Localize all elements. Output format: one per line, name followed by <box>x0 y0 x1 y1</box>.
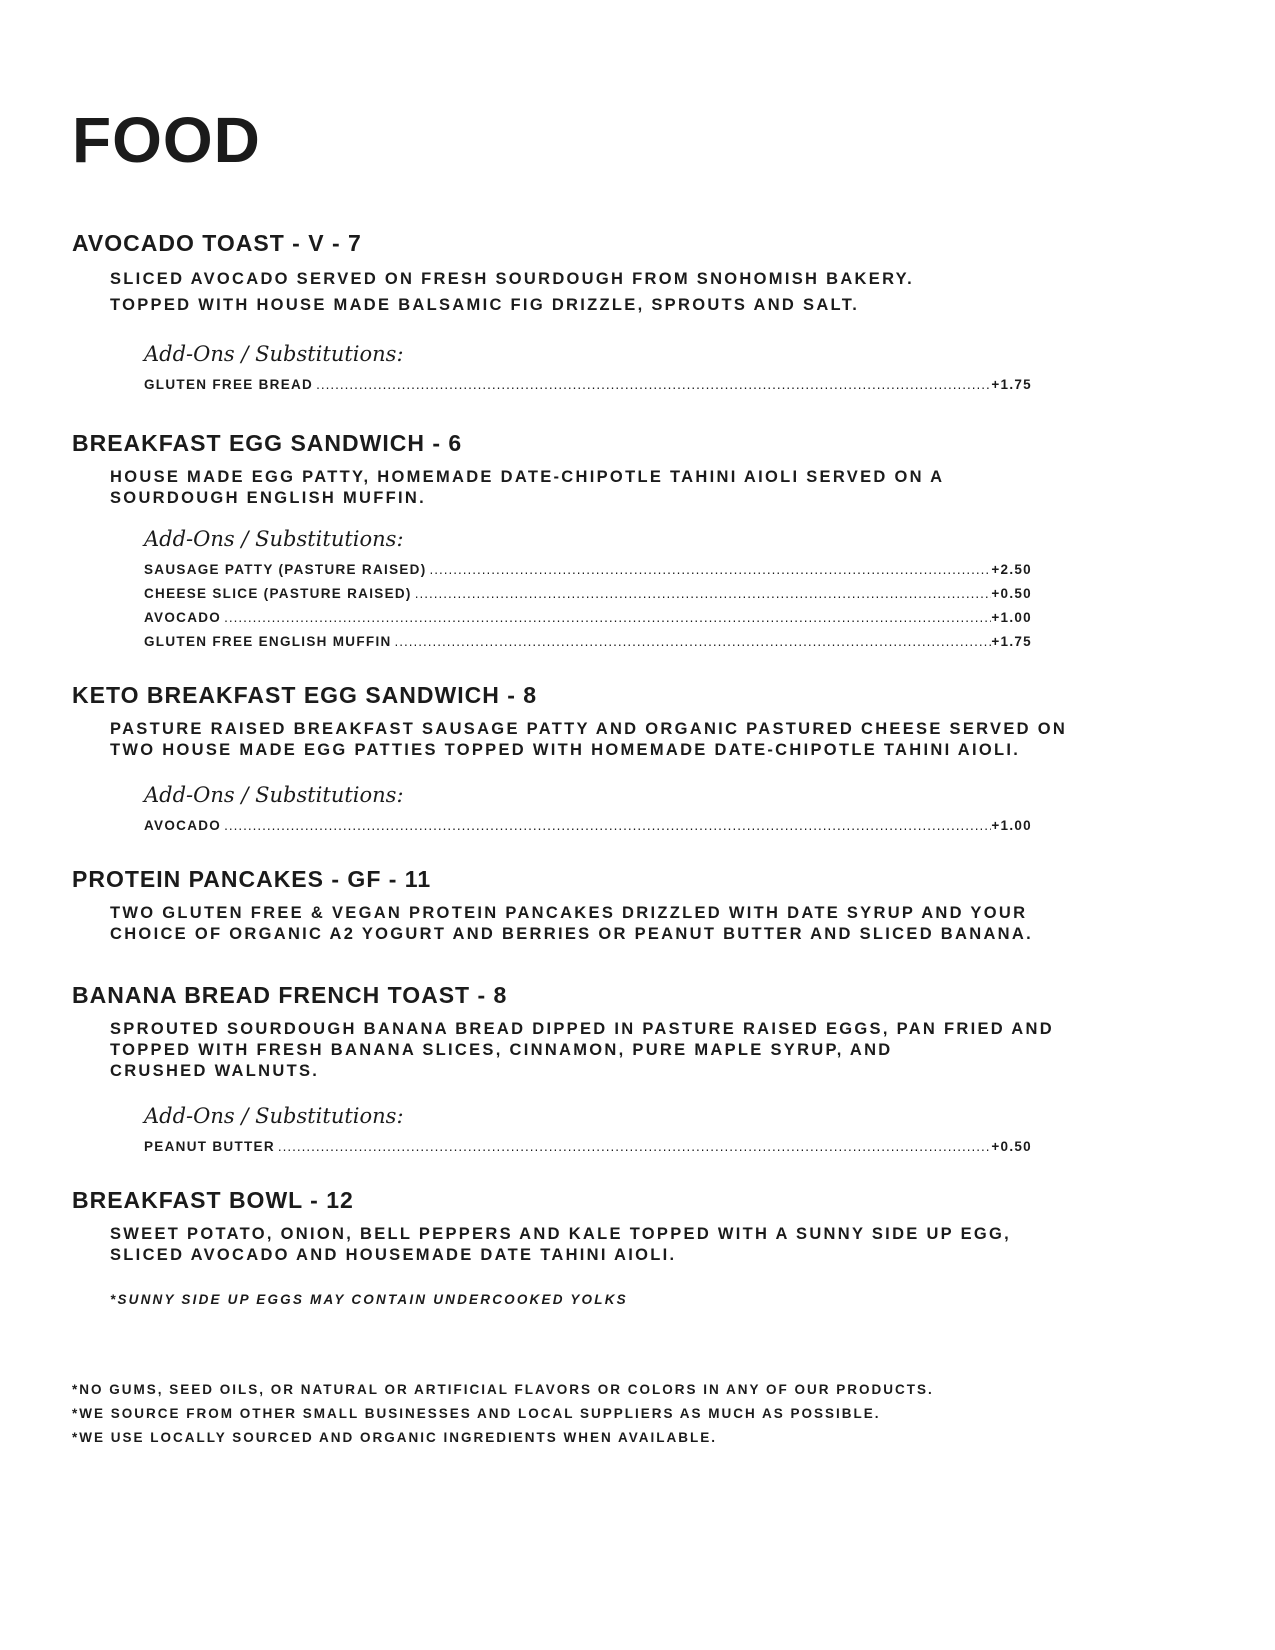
page-title: FOOD <box>72 104 261 176</box>
addon-label: CHEESE SLICE (PASTURE RAISED) <box>144 586 412 601</box>
undercooked-warning: *SUNNY SIDE UP EGGS MAY CONTAIN UNDERCOOKED YOLKS <box>110 1292 628 1307</box>
addon-row <box>144 582 1032 606</box>
menu-item-description <box>110 467 1192 509</box>
footnotes <box>72 1378 934 1450</box>
dot-leader <box>313 373 991 397</box>
dot-leader <box>392 630 992 654</box>
addons-section <box>144 529 1032 654</box>
description-line: PASTURE RAISED BREAKFAST SAUSAGE PATTY AND ORGANIC PASTURED CHEESE SERVED ON <box>110 720 1068 738</box>
description-line: TOPPED WITH HOUSE MADE BALSAMIC FIG DRIZZLE, SPROUTS AND SALT. <box>110 296 860 314</box>
addons-section <box>144 785 1032 838</box>
menu-item-protein-pancakes <box>72 868 1192 945</box>
description-line: SOURDOUGH ENGLISH MUFFIN. <box>110 489 426 507</box>
addon-price: +1.75 <box>991 634 1032 649</box>
addon-label: SAUSAGE PATTY (PASTURE RAISED) <box>144 562 427 577</box>
menu-item-title: BANANA BREAD FRENCH TOAST - 8 <box>72 982 508 1008</box>
menu-item-breakfast-bowl <box>72 1189 1192 1266</box>
menu-item-description <box>110 1019 1192 1082</box>
footnote: *WE SOURCE FROM OTHER SMALL BUSINESSES AND LOCAL SUPPLIERS AS MUCH AS POSSIBLE. <box>72 1406 881 1421</box>
menu-item-description <box>110 266 1192 318</box>
description-line: SLICED AVOCADO SERVED ON FRESH SOURDOUGH FROM SNOHOMISH BAKERY. <box>110 270 915 288</box>
addon-label: AVOCADO <box>144 610 222 625</box>
description-line: CHOICE OF ORGANIC A2 YOGURT AND BERRIES OR PEANUT BUTTER AND SLICED BANANA. <box>110 925 1033 943</box>
menu-item-title: BREAKFAST EGG SANDWICH - 6 <box>72 430 463 456</box>
addon-price: +0.50 <box>991 1139 1032 1154</box>
menu-item-breakfast-egg-sandwich <box>72 432 1192 654</box>
dot-leader <box>221 814 991 838</box>
description-line: SPROUTED SOURDOUGH BANANA BREAD DIPPED IN PASTURE RAISED EGGS, PAN FRIED AND <box>110 1020 1054 1038</box>
addon-label: GLUTEN FREE ENGLISH MUFFIN <box>144 634 392 649</box>
addon-row <box>144 814 1032 838</box>
footnote: *NO GUMS, SEED OILS, OR NATURAL OR ARTIFICIAL FLAVORS OR COLORS IN ANY OF OUR PRODUCTS. <box>72 1382 934 1397</box>
addons-section <box>144 1106 1032 1159</box>
addon-row <box>144 373 1032 397</box>
description-line: SWEET POTATO, ONION, BELL PEPPERS AND KALE TOPPED WITH A SUNNY SIDE UP EGG, <box>110 1225 1012 1243</box>
addons-heading: Add-Ons / Substitutions: <box>144 527 404 551</box>
description-line: CRUSHED WALNUTS. <box>110 1062 320 1080</box>
description-line: SLICED AVOCADO AND HOUSEMADE DATE TAHINI AIOLI. <box>110 1246 677 1264</box>
footnote: *WE USE LOCALLY SOURCED AND ORGANIC INGREDIENTS WHEN AVAILABLE. <box>72 1430 718 1445</box>
addon-label: PEANUT BUTTER <box>144 1139 275 1154</box>
dot-leader <box>221 606 991 630</box>
menu-item-title: PROTEIN PANCAKES - GF - 11 <box>72 866 432 892</box>
addon-price: +0.50 <box>991 586 1032 601</box>
addons-heading: Add-Ons / Substitutions: <box>144 1104 404 1128</box>
addons-heading: Add-Ons / Substitutions: <box>144 783 404 807</box>
description-line: TOPPED WITH FRESH BANANA SLICES, CINNAMON, PURE MAPLE SYRUP, AND <box>110 1041 893 1059</box>
menu-item-avocado-toast <box>72 232 1192 397</box>
addon-price: +1.00 <box>991 818 1032 833</box>
dot-leader <box>412 582 992 606</box>
menu-item-keto-breakfast-egg-sandwich <box>72 684 1192 838</box>
addon-row <box>144 558 1032 582</box>
addon-price: +1.00 <box>991 610 1032 625</box>
description-line: HOUSE MADE EGG PATTY, HOMEMADE DATE-CHIPOTLE TAHINI AIOLI SERVED ON A <box>110 468 945 486</box>
dot-leader <box>275 1135 991 1159</box>
menu-item-title: AVOCADO TOAST - V - 7 <box>72 230 362 256</box>
menu-item-description <box>110 1224 1192 1266</box>
description-line: TWO HOUSE MADE EGG PATTIES TOPPED WITH HOMEMADE DATE-CHIPOTLE TAHINI AIOLI. <box>110 741 1021 759</box>
description-line: TWO GLUTEN FREE & VEGAN PROTEIN PANCAKES DRIZZLED WITH DATE SYRUP AND YOUR <box>110 904 1028 922</box>
menu-item-description <box>110 903 1192 945</box>
menu-item-title: KETO BREAKFAST EGG SANDWICH - 8 <box>72 682 538 708</box>
addon-label: GLUTEN FREE BREAD <box>144 377 314 392</box>
addon-label: AVOCADO <box>144 818 222 833</box>
addons-heading: Add-Ons / Substitutions: <box>144 342 404 366</box>
addon-row <box>144 1135 1032 1159</box>
addon-price: +2.50 <box>991 562 1032 577</box>
menu-item-banana-bread-french-toast <box>72 984 1192 1159</box>
addon-row <box>144 606 1032 630</box>
menu-item-description <box>110 719 1192 761</box>
addons-section <box>144 344 1032 397</box>
menu-item-title: BREAKFAST BOWL - 12 <box>72 1187 354 1213</box>
addon-price: +1.75 <box>991 377 1032 392</box>
addon-row <box>144 630 1032 654</box>
dot-leader <box>427 558 992 582</box>
